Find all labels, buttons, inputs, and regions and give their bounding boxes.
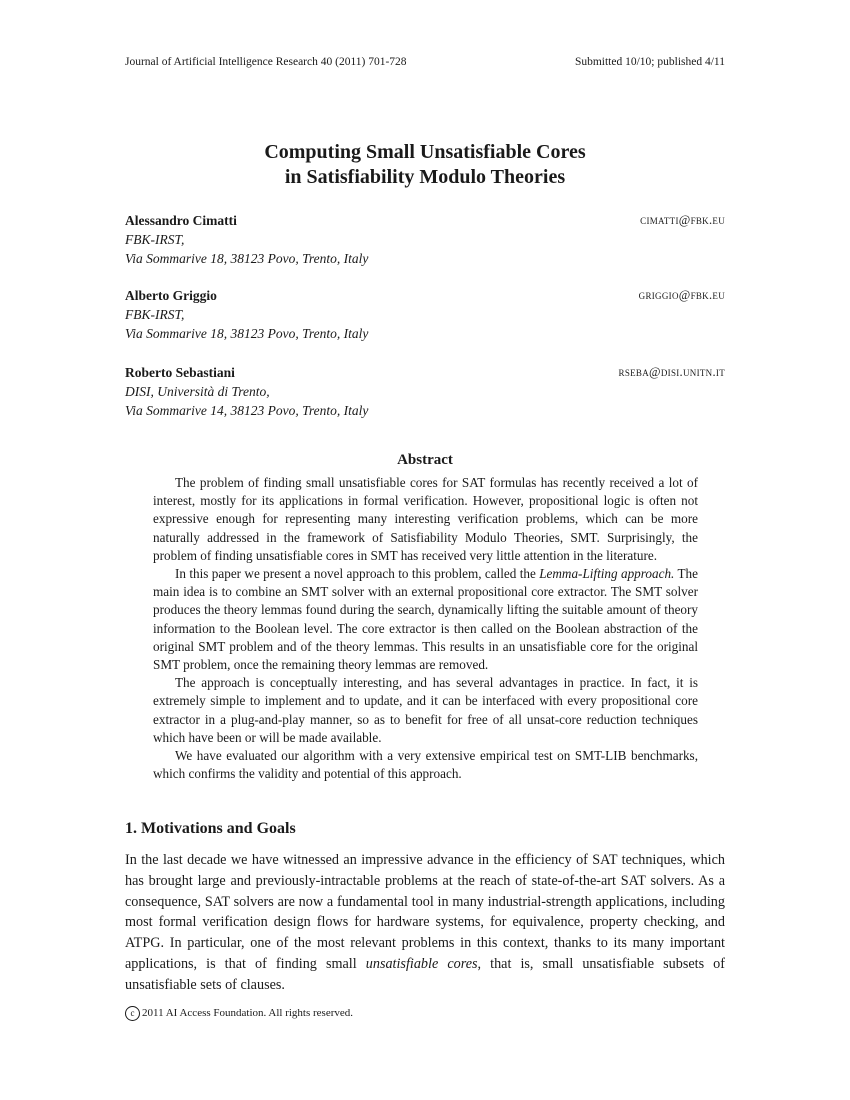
section-paragraph — [125, 850, 725, 996]
copyright-footnote — [125, 1006, 353, 1021]
abstract-body — [153, 474, 698, 783]
abstract-paragraph-1: The problem of finding small unsatisfiable cores for SAT formulas has recently received a lot of interest, mostly for its applications in formal verification. However, propositional logic is often not expressive enough for representing many interesting verification problems, which can be more naturally addressed in the framework of Satisfiability Modulo Theories, SMT. Surprisingly, the problem of finding unsatisfiable cores in SMT has received very little attention in the literature. — [153, 475, 698, 563]
author-address: Via Sommarive 18, 38123 Povo, Trento, Italy — [125, 326, 369, 341]
running-header — [125, 56, 725, 68]
abstract-paragraph-4: We have evaluated our algorithm with a very extensive empirical test on SMT-LIB benchmarks, which confirms the validity and potential of this approach. — [153, 748, 698, 782]
section-heading: 1. Motivations and Goals — [125, 820, 296, 837]
author-name: Roberto Sebastiani — [125, 365, 235, 380]
author-name: Alberto Griggio — [125, 288, 217, 303]
body-text: In the last decade we have witnessed an impressive advance in the efficiency of SAT techniques, which has brought large and previously-intractable problems at the reach of state-of-the-art SAT solvers. As a consequence, SAT solvers are now a fundamental tool in many industrial-strength applications, including most formal verification design flows for hardware systems, for equivalence, property checking, and ATPG. In particular, one of the most relevant problems in this context, thanks to its many important applications, is that of finding small — [125, 852, 725, 972]
abstract-paragraph-2 — [153, 565, 698, 674]
author-block-2 — [125, 286, 725, 343]
author-block-1 — [125, 211, 725, 268]
abstract-heading: Abstract — [397, 452, 453, 468]
submission-dates: Submitted 10/10; published 4/11 — [574, 56, 725, 68]
journal-citation: Journal of Artificial Intelligence Research 40 (2011) 701-728 — [125, 56, 407, 68]
author-address: Via Sommarive 14, 38123 Povo, Trento, Italy — [125, 403, 369, 418]
abstract-text: In this paper we present a novel approach to this problem, called the — [175, 566, 540, 582]
title-line-1: Computing Small Unsatisfiable Cores — [264, 141, 586, 163]
title-line-2: in Satisfiability Modulo Theories — [284, 166, 566, 188]
abstract-text: The main idea is to combine an SMT solver with an external propositional core extractor. The SMT solver produces the theory lemmas found during the search, dynamically lifting the suitable amount of theory information to the Boolean level. The core extractor is then called on the Boolean abstraction of the original SMT problem and of the theory lemmas. This results in an unsatisfiable core for the original SMT problem, once the remaining theory lemmas are removed. — [153, 566, 698, 673]
author-email: griggio@fbk.eu — [638, 288, 725, 302]
author-email: rseba@disi.unitn.it — [618, 365, 725, 379]
paper-title — [125, 140, 725, 190]
emphasis-term: Lemma-Lifting approach. — [539, 566, 675, 582]
body-text: , that is, small unsatisfiable subsets of unsatisfiable sets of clauses. — [125, 955, 725, 993]
author-block-3 — [125, 363, 725, 420]
abstract-paragraph-3: The approach is conceptually interesting, and has several advantages in practice. In fact, it is extremely simple to implement and to update, and it can be interfaced with every propositional core extractor in a plug-and-play manner, so as to benefit for free of all unsat-core reduction techniques which have been or will be made available. — [153, 675, 698, 745]
author-affiliation: FBK-IRST, — [125, 307, 185, 322]
author-affiliation: FBK-IRST, — [125, 232, 185, 247]
copyright-text: 2011 AI Access Foundation. All rights reserved. — [142, 1007, 354, 1020]
author-address: Via Sommarive 18, 38123 Povo, Trento, Italy — [125, 251, 369, 266]
copyright-icon: c — [125, 1006, 140, 1021]
author-name: Alessandro Cimatti — [125, 213, 237, 228]
emphasis-term: unsatisfiable cores — [365, 955, 478, 972]
author-email: cimatti@fbk.eu — [640, 213, 725, 227]
author-affiliation: DISI, Università di Trento, — [125, 384, 270, 399]
